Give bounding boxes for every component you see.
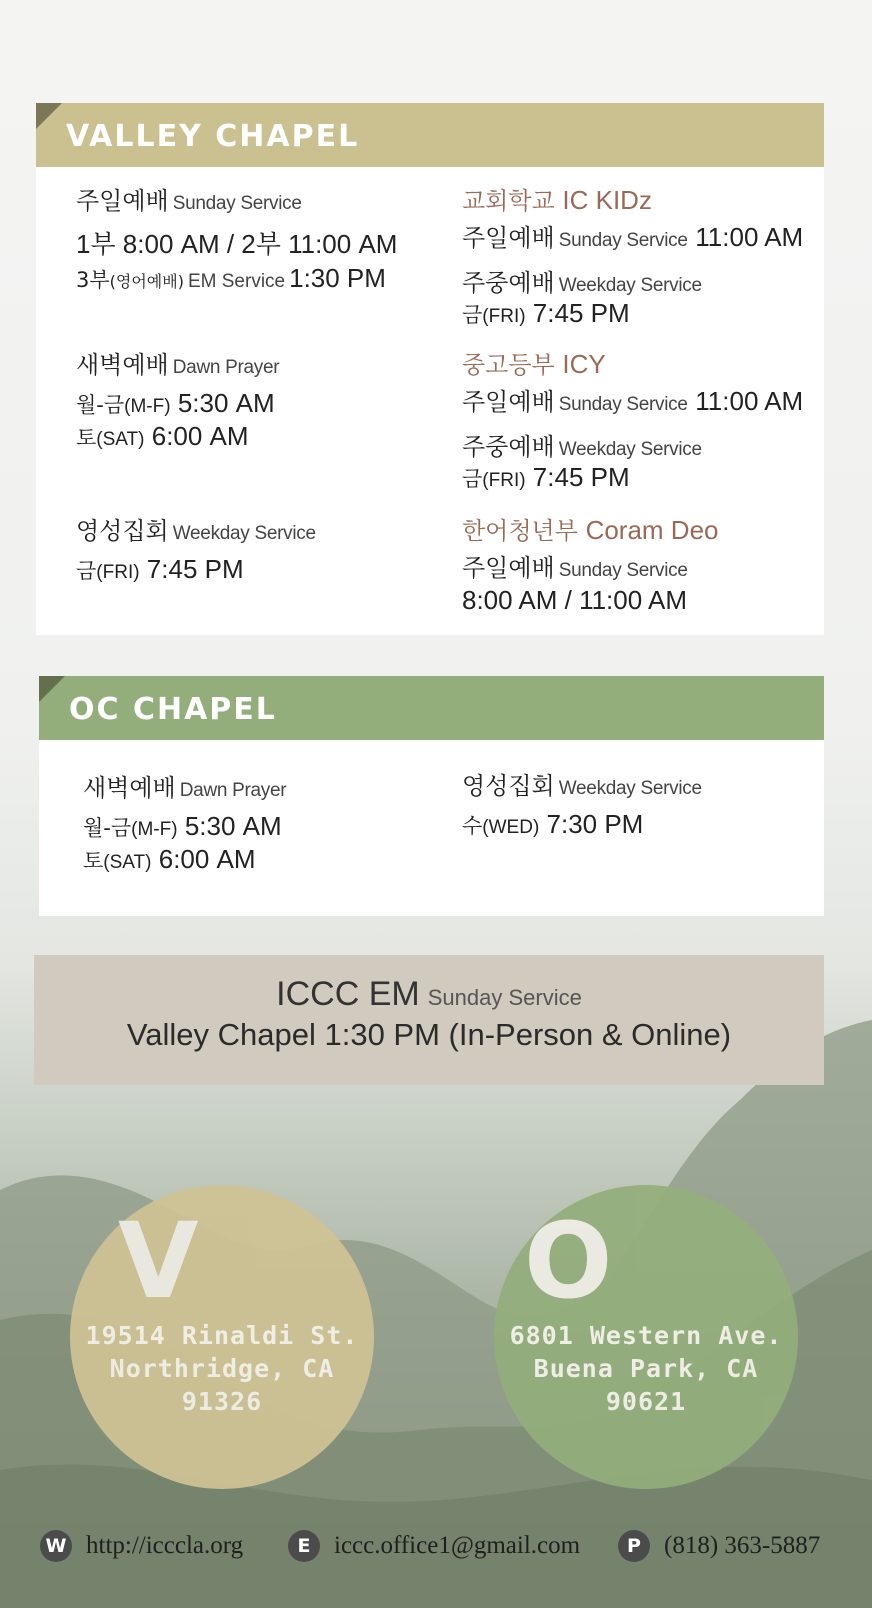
oc-spirit-service xyxy=(462,766,702,840)
oc-chapel-title: OC CHAPEL xyxy=(69,692,277,727)
icy-en: ICY xyxy=(562,349,606,379)
oc-mf-ko: 월-금 xyxy=(83,816,132,840)
valley-dawn-prayer xyxy=(76,345,279,452)
kidz-wk-day-ko: 금 xyxy=(462,303,483,327)
em-service-time: 1:30 PM xyxy=(289,263,386,293)
icy-ministry xyxy=(462,345,803,493)
spirit-day-ko: 금 xyxy=(76,559,97,583)
icy-wk-day-ko: 금 xyxy=(462,467,483,491)
valley-address xyxy=(70,1319,374,1418)
valley-address-line2: Northridge, CA xyxy=(109,1354,335,1383)
em-part-prefix: 3부 xyxy=(76,268,110,292)
em-subtitle: Sunday Service xyxy=(427,985,582,1010)
oc-spirit-day-code: (WED) xyxy=(482,817,540,838)
mf-code: (M-F) xyxy=(124,396,171,417)
coram-en: Coram Deo xyxy=(585,515,719,545)
sat-code: (SAT) xyxy=(96,429,145,450)
icy-sun-ko: 주일예배 xyxy=(462,388,555,416)
dawn-en: Dawn Prayer xyxy=(172,357,280,378)
kidz-sun-ko: 주일예배 xyxy=(462,224,555,252)
oc-mf-code: (M-F) xyxy=(131,819,178,840)
valley-chapel-banner xyxy=(36,103,824,167)
oc-address-line1: 6801 Western Ave. xyxy=(509,1321,783,1350)
phone-icon: P xyxy=(618,1530,650,1562)
kidz-ministry xyxy=(462,181,803,329)
em-part-ko: (영어예배) xyxy=(109,272,184,291)
icy-wk-ko: 주중예배 xyxy=(462,433,555,461)
valley-address-line3: 91326 xyxy=(181,1387,263,1416)
kidz-wk-en: Weekday Service xyxy=(558,275,702,296)
valley-spirit-service xyxy=(76,511,316,585)
icy-wk-day-code: (FRI) xyxy=(482,470,526,491)
email-address[interactable]: iccc.office1@gmail.com xyxy=(334,1532,581,1559)
coram-sun-en: Sunday Service xyxy=(558,560,688,581)
em-location-line: Valley Chapel 1:30 PM (In-Person & Online) xyxy=(126,1017,732,1052)
sunday-ko: 주일예배 xyxy=(76,187,169,215)
valley-chapel-title: VALLEY CHAPEL xyxy=(66,119,360,154)
oc-mf-time: 5:30 AM xyxy=(184,811,282,841)
kidz-wk-time: 7:45 PM xyxy=(532,298,630,328)
banner-corner-decoration xyxy=(39,676,65,702)
website-url[interactable]: http://icccla.org xyxy=(86,1532,244,1559)
coram-deo-ministry xyxy=(462,511,719,616)
sat-ko: 토 xyxy=(76,426,97,450)
website-link[interactable] xyxy=(40,1530,243,1562)
banner-corner-decoration xyxy=(36,103,62,129)
kidz-en: IC KIDz xyxy=(562,185,652,215)
valley-sunday-service xyxy=(76,181,397,294)
oc-dawn-ko: 새벽예배 xyxy=(83,774,176,802)
oc-dawn-prayer xyxy=(83,768,286,875)
coram-sun-ko: 주일예배 xyxy=(462,554,555,582)
sat-time: 6:00 AM xyxy=(151,421,249,451)
coram-ko: 한어청년부 xyxy=(462,517,578,545)
icy-sun-en: Sunday Service xyxy=(558,394,688,415)
spirit-en: Weekday Service xyxy=(172,523,316,544)
oc-spirit-ko: 영성집회 xyxy=(462,772,555,800)
kidz-wk-ko: 주중예배 xyxy=(462,269,555,297)
oc-address xyxy=(494,1319,798,1418)
iccc-em-box xyxy=(34,955,824,1085)
phone-link[interactable] xyxy=(618,1530,820,1562)
oc-letter: O xyxy=(524,1200,613,1322)
em-title: ICCC EM xyxy=(276,975,420,1013)
mf-time: 5:30 AM xyxy=(177,388,275,418)
oc-chapel-banner xyxy=(39,676,824,740)
valley-chapel-card xyxy=(36,103,824,635)
icy-sun-time: 11:00 AM xyxy=(695,386,804,416)
oc-spirit-time: 7:30 PM xyxy=(546,809,644,839)
spirit-time: 7:45 PM xyxy=(146,554,244,584)
em-service-label: EM Service xyxy=(187,271,286,292)
valley-location-circle xyxy=(70,1185,374,1489)
valley-address-line1: 19514 Rinaldi St. xyxy=(85,1321,359,1350)
dawn-ko: 새벽예배 xyxy=(76,351,169,379)
spirit-day-code: (FRI) xyxy=(96,562,140,583)
oc-spirit-day-ko: 수 xyxy=(462,814,483,838)
email-link[interactable] xyxy=(288,1530,580,1562)
oc-chapel-card xyxy=(39,676,824,916)
valley-letter: V xyxy=(118,1200,199,1322)
web-icon: W xyxy=(40,1530,72,1562)
sunday-en: Sunday Service xyxy=(172,193,302,214)
sunday-times: 1부 8:00 AM / 2부 11:00 AM xyxy=(76,229,398,259)
kidz-wk-day-code: (FRI) xyxy=(482,306,526,327)
oc-dawn-en: Dawn Prayer xyxy=(179,780,287,801)
oc-spirit-en: Weekday Service xyxy=(558,778,702,799)
oc-address-line3: 90621 xyxy=(605,1387,687,1416)
oc-address-line2: Buena Park, CA xyxy=(533,1354,759,1383)
spirit-ko: 영성집회 xyxy=(76,517,169,545)
oc-location-circle xyxy=(494,1185,798,1489)
kidz-sun-en: Sunday Service xyxy=(558,230,688,251)
oc-sat-code: (SAT) xyxy=(103,852,152,873)
coram-times: 8:00 AM / 11:00 AM xyxy=(462,585,687,615)
icy-wk-time: 7:45 PM xyxy=(532,462,630,492)
oc-sat-time: 6:00 AM xyxy=(158,844,256,874)
oc-sat-ko: 토 xyxy=(83,849,104,873)
icy-ko: 중고등부 xyxy=(462,351,555,379)
contact-footer xyxy=(40,1530,840,1570)
email-icon: E xyxy=(288,1530,320,1562)
phone-number[interactable]: (818) 363-5887 xyxy=(664,1532,821,1559)
kidz-sun-time: 11:00 AM xyxy=(695,222,804,252)
kidz-ko: 교회학교 xyxy=(462,187,555,215)
mf-ko: 월-금 xyxy=(76,393,125,417)
icy-wk-en: Weekday Service xyxy=(558,439,702,460)
